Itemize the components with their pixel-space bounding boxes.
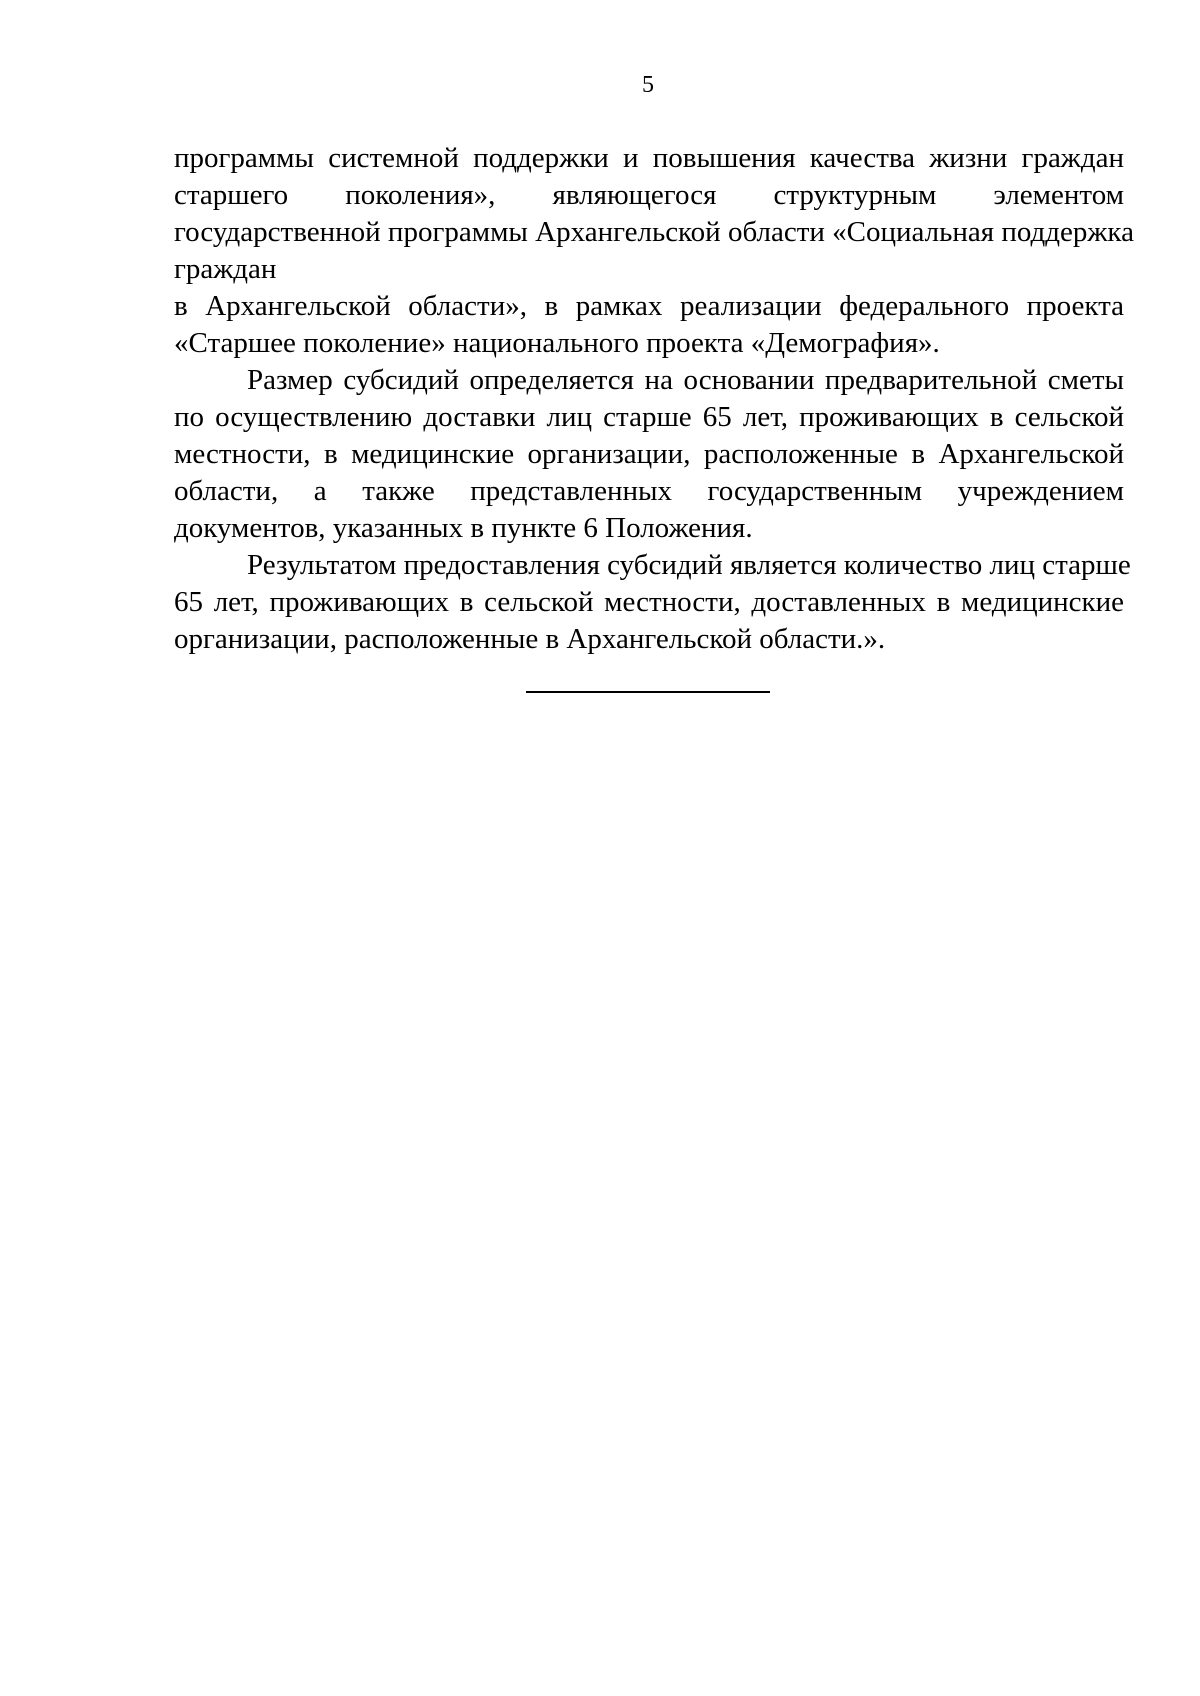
paragraph-subsidy-result bbox=[174, 547, 1131, 658]
paragraph-subsidy-size bbox=[174, 362, 1124, 547]
text-line: документов, указанных в пункте 6 Положения. bbox=[174, 512, 753, 544]
document-body bbox=[174, 140, 1134, 658]
text-line: Размер субсидий определяется на основании предварительной сметы bbox=[247, 364, 1124, 396]
text-line: Результатом предоставления субсидий является количество лиц старше bbox=[247, 549, 1131, 581]
text-line: местности, в медицинские организации, расположенные в Архангельской bbox=[174, 438, 1124, 470]
text-line: «Старшее поколение» национального проекта «Демография». bbox=[174, 327, 940, 359]
text-line: программы системной поддержки и повышения качества жизни граждан bbox=[174, 142, 1124, 174]
text-line: старшего поколения», являющегося структурным элементом bbox=[174, 179, 1124, 211]
paragraph-continuation bbox=[174, 140, 1134, 362]
text-line: области, а также представленных государственным учреждением bbox=[174, 475, 1124, 507]
text-line: 65 лет, проживающих в сельской местности, доставленных в медицинские bbox=[174, 586, 1124, 618]
end-divider bbox=[526, 691, 770, 693]
text-line: граждан bbox=[174, 253, 277, 285]
text-line: в Архангельской области», в рамках реализации федерального проекта bbox=[174, 290, 1124, 322]
text-line: организации, расположенные в Архангельской области.». bbox=[174, 623, 886, 655]
text-line: государственной программы Архангельской области «Социальная поддержка bbox=[174, 216, 1134, 248]
text-line: по осуществлению доставки лиц старше 65 лет, проживающих в сельской bbox=[174, 401, 1124, 433]
page-number: 5 bbox=[642, 72, 654, 98]
